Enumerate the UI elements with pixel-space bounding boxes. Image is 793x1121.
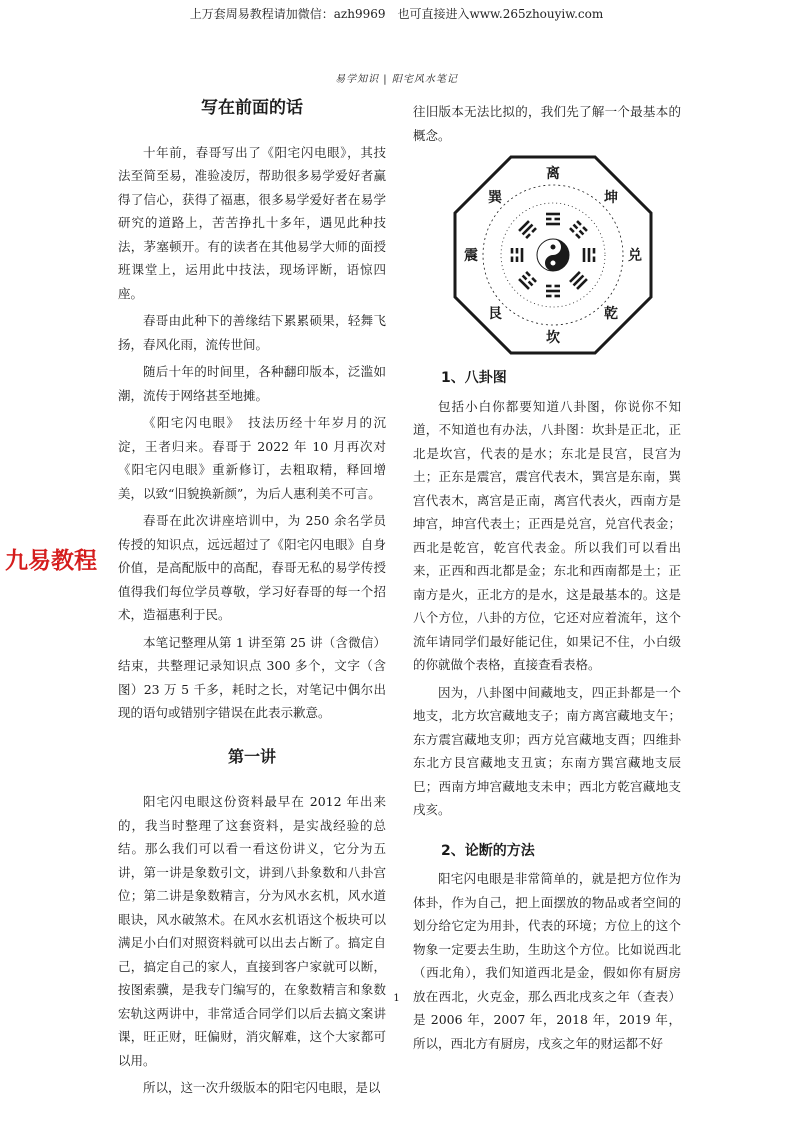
preface-title: 写在前面的话 [201, 98, 303, 118]
section-paragraph: 因为，八卦图中间藏地支，四正卦都是一个地支，北方坎宫藏地支子；南方离宫藏地支午；东方震宫藏地支卯；西方兑宫藏地支酉；四维卦东北方艮宫藏地支丑寅；东南方巽宫藏地支辰巳；西南方坤宫藏地支未申；西北方乾宫藏地支戌亥。 [413, 684, 681, 817]
section-paragraph: 阳宅闪电眼是非常简单的，就是把方位作为体卦，作为自己，把上面摆放的物品或者空间的划分给它定为用卦，代表的环境；方位上的这个物象一定要去生助，生助这个方位。比如说西北（西北角），我们知道西北是金，假如你有厨房放在西北，火克金，那么西北戌亥之年（查表）是 2006 年，2007 年，2018 年，2019 年，所以，西北方有厨房，戌亥之年的财运都不好 [413, 871, 681, 1051]
section-heading-bagua: 1、八卦图 [441, 370, 507, 386]
trigram-mark [569, 271, 588, 290]
yin-yang-icon [537, 239, 569, 271]
preface-paragraph: 《阳宅闪电眼》 技法历经十年岁月的沉淀，王者归来。春哥于 2022 年 10 月再次对《阳宅闪电眼》重新修订，去粗取精，释回增美，以致“旧貌换新颜”，为后人惠利美不可言。 [118, 415, 386, 501]
trigram-label: 坤 [603, 190, 618, 207]
page-number: 1 [393, 993, 400, 1004]
preface-paragraph: 随后十年的时间里，各种翻印版本，泛滥如潮，流传于网络甚至地摊。 [118, 364, 386, 403]
watermark-logo: 九易教程 [5, 548, 97, 574]
preface-paragraph: 十年前，春哥写出了《阳宅闪电眼》，其技法至简至易，准验凌厉，帮助很多易学爱好者赢得了信心，获得了福惠，很多易学爱好者在易学研究的道路上，苦苦挣扎十多年，遇见此种技法，茅塞顿开。有的读者在其他易学大师的面授班课堂上，运用此中技法，现场评断，语惊四座。 [118, 144, 386, 301]
trigram-label: 巽 [488, 190, 503, 207]
trigram-label: 震 [464, 248, 478, 264]
trigram-label: 兑 [628, 248, 642, 264]
trigram-mark [569, 220, 588, 239]
trigram-mark [518, 220, 537, 239]
intro-paragraph: 往旧版本无法比拟的，我们先了解一个最基本的概念。 [413, 104, 681, 143]
lecture-heading: 第一讲 [227, 746, 276, 766]
trigram-label: 乾 [603, 305, 618, 322]
trigram-mark [511, 248, 524, 262]
section-paragraph: 包括小白你都要知道八卦图，你说你不知道，不知道也有办法，八卦图：坎卦是正北，正北是坎宫，代表的是水；东北是艮宫，艮宫为土；正东是震宫，震宫代表木，巽宫是东南，巽宫代表木，离宫是正南，离宫代表火，西南方是坤宫，坤宫代表土；正西是兑宫，兑宫代表金；西北是乾宫，乾宫代表金。所以我们可以看出来，正西和西北都是金；东北和西南都是土；正南方是火，正北方的是水，这是最基本的。这是八个方位，八卦的方位，它还对应着流年，这个流年请同学们最好能记住，如果记不住，小白级的你就做个表格，直接查看表格。 [413, 398, 681, 672]
preface-paragraph: 春哥在此次讲座培训中，为 250 余名学员传授的知识点，远远超过了《阳宅闪电眼》自身价值，是高配版中的高配，春哥无私的易学传授值得我们每位学员尊敬，学习好春哥的每一个招术，造福惠利于民。 [118, 513, 386, 622]
running-head: 易学知识 | 阳宅风水笔记 [335, 74, 458, 85]
trigram-mark [583, 248, 596, 262]
lecture-paragraph: 阳宅闪电眼这份资料最早在 2012 年出来的，我当时整理了这套资料，是实战经验的总结。那么我们可以看一看这份讲义，它分为五讲，第一讲是象数引文，讲到八卦象数和八卦宫位；第二讲是象数精言，分为风水玄机，风水道眼诀，风水破煞术。在风水玄机语这个板块可以满足小白们对照资料就可以出去占断了。搞定自己，搞定自己的家人，直接到客户家就可以断，按图索骥，是我专门编写的，在象数精言和象数宏轨这两讲中，非常适合同学们以后去搞文案讲课，旺正财，旺偏财，消灾解难，这个大家都可以用。 [118, 794, 386, 1068]
bagua-diagram [453, 155, 653, 355]
top-banner: 上万套周易教程请加微信：azh9969 也可直接进入www.265zhouyiw.com [189, 7, 604, 21]
trigram-label: 离 [546, 166, 560, 182]
left-column [118, 95, 386, 1104]
section-heading-method: 2、论断的方法 [441, 842, 535, 859]
trigram-mark [546, 285, 560, 298]
trigram-label: 坎 [546, 330, 560, 346]
preface-paragraph: 本笔记整理从第 1 讲至第 25 讲（含微信）结束，共整理记录知识点 300 多个，文字（含图）23 万 5 千多，耗时之长，对笔记中偶尔出现的语句或错别字错误在此表示歉意。 [118, 634, 386, 720]
lecture-paragraph: 所以，这一次升级版本的阳宅闪电眼，是以 [143, 1080, 381, 1095]
trigram-mark [546, 213, 560, 226]
preface-paragraph: 春哥由此种下的善缘结下累累硕果，轻舞飞扬，春风化雨，流传世间。 [118, 313, 386, 352]
trigram-mark [518, 271, 537, 290]
right-column [413, 100, 681, 1059]
trigram-label: 艮 [488, 305, 503, 322]
